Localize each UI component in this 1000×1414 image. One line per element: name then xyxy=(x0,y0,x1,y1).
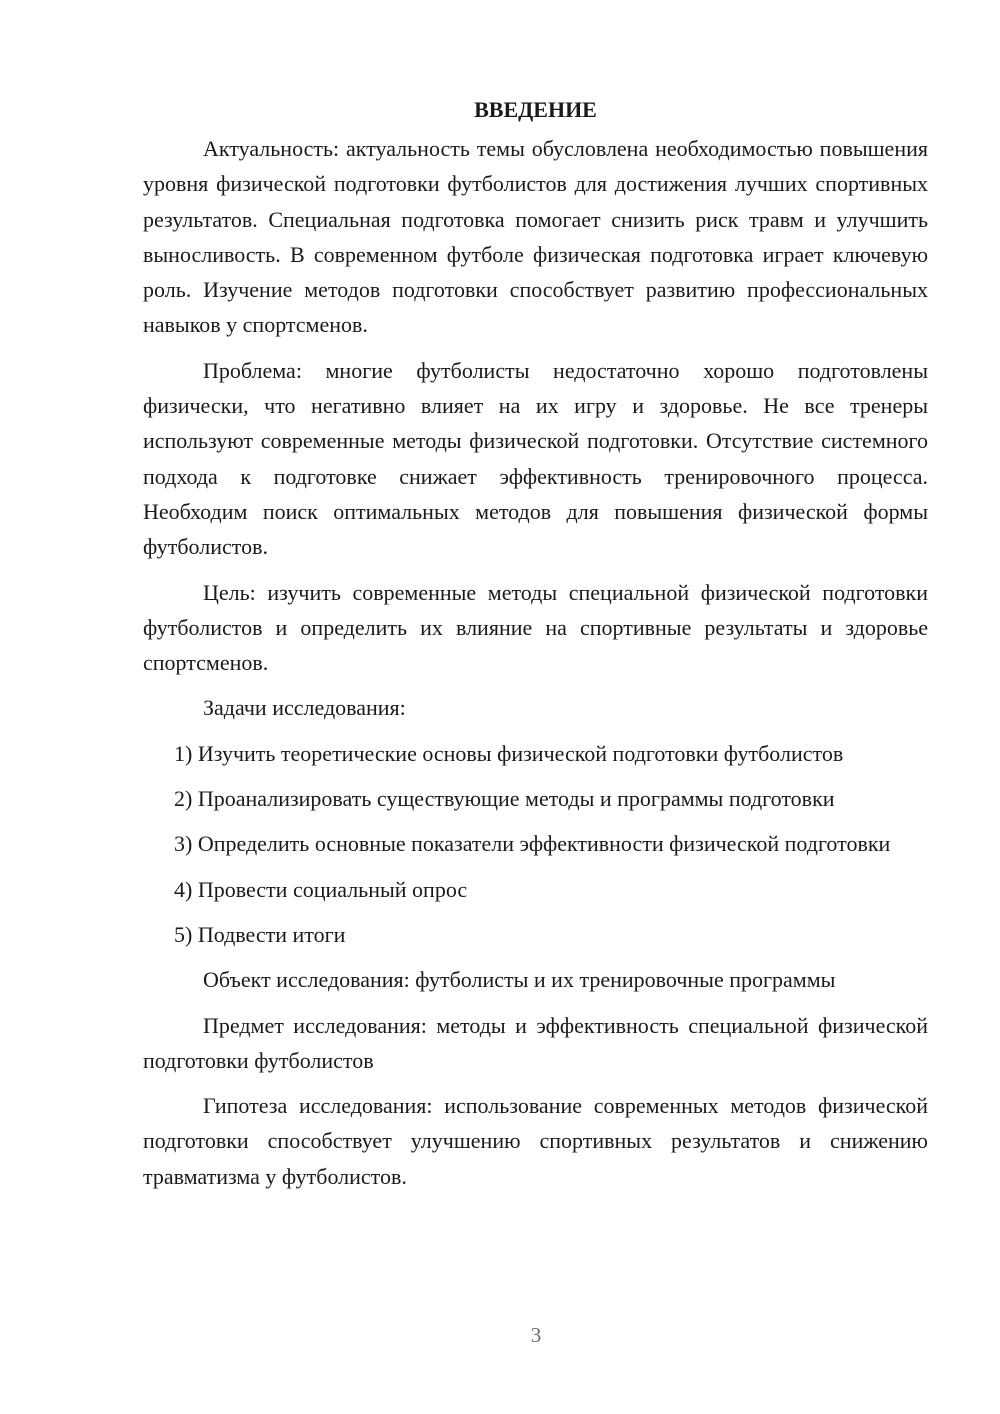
subject-paragraph: Предмет исследования: методы и эффективность специальной физической подготовки футболистов xyxy=(143,1012,928,1073)
hypothesis-paragraph: Гипотеза исследования: использование современных методов физической подготовки способствует улучшению спортивных результатов и снижению травматизма у футболистов. xyxy=(143,1093,928,1189)
task-item: 1) Изучить теоретические основы физической подготовки футболистов xyxy=(174,740,844,766)
tasks-heading: Задачи исследования: xyxy=(203,695,406,721)
task-item: 3) Определить основные показатели эффективности физической подготовки xyxy=(174,831,891,857)
task-item: 4) Провести социальный опрос xyxy=(174,876,468,902)
page-number: 3 xyxy=(530,1323,542,1347)
problem-paragraph: Проблема: многие футболисты недостаточно хорошо подготовлены физически, что негативно влияет на их игру и здоровье. Не все тренеры используют современные методы физической подготовки. Отсутствие системного подхода к подготовке снижает эффективность тренировочного процесса. Необходим поиск оптимальных методов для повышения физической формы футболистов. xyxy=(143,357,928,560)
goal-paragraph: Цель: изучить современные методы специальной физической подготовки футболистов и определить их влияние на спортивные результаты и здоровье спортсменов. xyxy=(143,579,928,676)
document-page xyxy=(143,92,928,1204)
object-paragraph: Объект исследования: футболисты и их тренировочные программы xyxy=(203,967,836,993)
task-item: 2) Проанализировать существующие методы и программы подготовки xyxy=(174,786,835,812)
task-item: 5) Подвести итоги xyxy=(174,921,346,947)
relevance-paragraph: Актуальность: актуальность темы обусловлена необходимостью повышения уровня физической подготовки футболистов для достижения лучших спортивных результатов. Специальная подготовка помогает снизить риск травм и улучшить выносливость. В современном футболе физическая подготовка играет ключевую роль. Изучение методов подготовки способствует развитию профессиональных навыков у спортсменов. xyxy=(143,136,928,338)
document-title: ВВЕДЕНИЕ xyxy=(474,97,597,122)
